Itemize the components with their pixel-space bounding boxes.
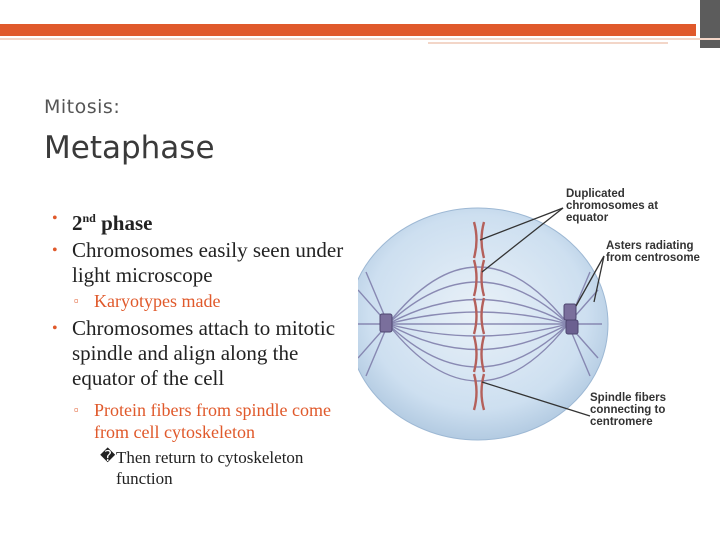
square-bullet-icon: ▫ — [74, 402, 79, 417]
top-bar-corner — [700, 0, 720, 48]
sub-bullet-text: Protein fibers from spindle come from cell cytoskeleton — [94, 400, 331, 442]
bullet-list — [52, 206, 362, 489]
centrosome-right — [564, 304, 578, 334]
slide-subtitle: Mitosis: — [44, 96, 121, 118]
sub-sub-bullet-return — [52, 447, 362, 489]
top-bar-orange — [0, 24, 696, 36]
metaphase-cell-illustration — [358, 180, 720, 480]
bullet-phase-number: 2 — [72, 211, 83, 235]
sub-sub-bullet-text: Then return to cytoskeleton function — [116, 448, 304, 488]
label-asters: Asters radiating from centrosome — [606, 240, 700, 264]
metaphase-diagram — [358, 180, 720, 480]
bullet-dot-icon: • — [52, 210, 58, 227]
sub-bullet-text: Karyotypes made — [94, 291, 221, 311]
bullet-marker-glyph: � — [100, 449, 116, 465]
square-bullet-icon: ▫ — [74, 293, 79, 308]
label-spindle-fibers: Spindle fibers connecting to centromere — [590, 392, 667, 428]
bullet-phase-sup: nd — [82, 211, 96, 225]
bullet-phase-text: phase — [95, 211, 153, 235]
top-bar — [0, 24, 720, 36]
sub-bullet-protein-fibers — [52, 399, 362, 443]
accent-line-short — [428, 42, 668, 44]
bullet-dot-icon: • — [52, 320, 58, 337]
bullet-dot-icon: • — [52, 242, 58, 259]
bullet-text: Chromosomes attach to mitotic spindle and align along the equator of the cell — [72, 316, 336, 390]
accent-line — [0, 38, 720, 40]
centrosome-left — [380, 314, 392, 332]
bullet-chromosomes-attach — [52, 316, 362, 391]
label-duplicated-chromosomes: Duplicated chromosomes at equator — [566, 188, 659, 224]
sub-bullet-karyotypes — [52, 290, 362, 312]
slide-title: Metaphase — [44, 130, 215, 166]
bullet-chromosomes-seen — [52, 238, 362, 288]
bullet-text: Chromosomes easily seen under light microscope — [72, 238, 344, 287]
bullet-phase — [52, 206, 362, 236]
